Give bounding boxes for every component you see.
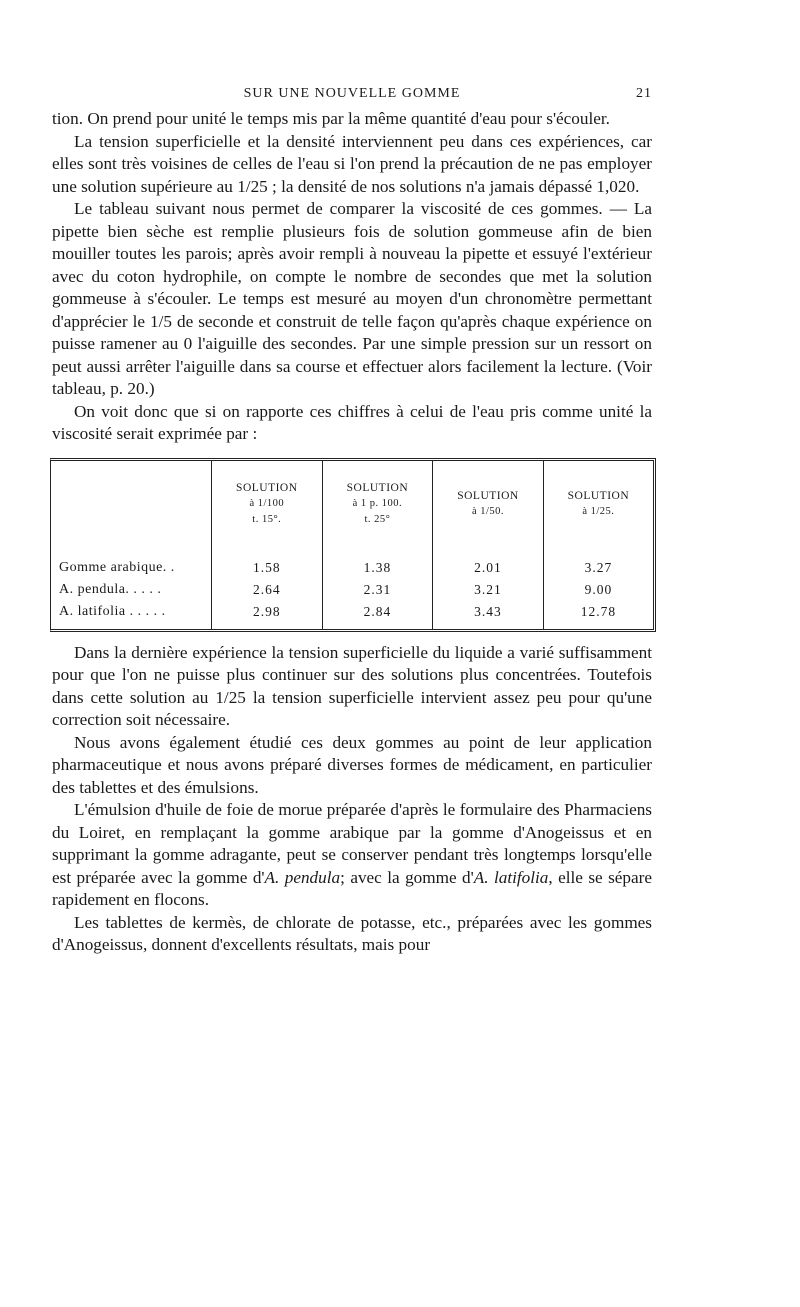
paragraph: Nous avons également étudié ces deux gommes au point de leur application pharmaceutique et nous avons préparé diverses formes de médicament, en particulier des tablettes et des émulsions. bbox=[52, 732, 652, 797]
table-cell: 3.27 bbox=[543, 547, 653, 579]
page bbox=[52, 82, 652, 957]
table-corner-cell bbox=[51, 461, 212, 547]
table-cell: 2.31 bbox=[322, 579, 433, 601]
paragraph: On voit donc que si on rapporte ces chiffres à celui de l'eau pris comme unité la viscosité serait exprimée par : bbox=[52, 401, 652, 443]
paragraph: Dans la dernière expérience la tension superficielle du liquide a varié suffisamment pour que l'on ne puisse plus continuer sur des solutions plus concentrées. Toutefois dans cette solution au 1/25 la tension superficielle intervient assez peu pour qu'une correction soit nécessaire. bbox=[52, 642, 652, 729]
page-number: 21 bbox=[636, 86, 652, 101]
table-cell: 3.21 bbox=[433, 579, 544, 601]
running-header bbox=[52, 82, 652, 108]
paragraph: Les tablettes de kermès, de chlorate de potasse, etc., préparées avec les gommes d'Anogeissus, donnent d'excellents résultats, mais pour bbox=[52, 912, 652, 954]
row-label: Gomme arabique. . bbox=[59, 559, 175, 575]
column-header: SOLUTION à 1/25. bbox=[543, 461, 653, 547]
running-title: SUR UNE NOUVELLE GOMME bbox=[243, 86, 461, 101]
table-row bbox=[51, 579, 653, 601]
table-cell: 2.01 bbox=[433, 547, 544, 579]
row-label: A. pendula. . . . . bbox=[59, 581, 162, 597]
paragraph: L'émulsion d'huile de foie de morue préparée d'après le formulaire des Pharmaciens du Loiret, en remplaçant la gomme arabique par la gomme d'Anogeissus et en supprimant la gomme adragante, peut se conserver pendant très longtemps lorsqu'elle est préparée avec la gomme d'A. pendula; avec la gomme d'A. latifolia, elle se sépare rapidement en flocons. bbox=[52, 800, 653, 909]
species-name: A. pendula bbox=[264, 867, 341, 887]
table-cell: 1.38 bbox=[322, 547, 433, 579]
paragraph: Le tableau suivant nous permet de comparer la viscosité de ces gommes. — La pipette bien sèche est remplie plusieurs fois de solution gommeuse afin de bien mouiller toutes les parois; après avoir rempli à nouveau la pipette et essuyé l'extérieur avec du coton hydrophile, on compte le nombre de secondes que met la solution gommeuse à s'écouler. Le temps est mesuré au moyen d'un chronomètre permettant d'apprécier le 1/5 de seconde et construit de telle façon qu'après chaque expérience on puisse ramener au 0 l'aiguille des secondes. Par une simple pression sur un ressort on peut aussi arrêter l'aiguille dans sa course et effectuer alors facilement la lecture. (Voir tableau, p. 20.) bbox=[52, 199, 652, 398]
column-header: SOLUTION à 1/100 t. 15°. bbox=[212, 461, 323, 547]
table-cell: 2.84 bbox=[322, 601, 433, 629]
table-row bbox=[51, 601, 653, 629]
column-header: SOLUTION à 1/50. bbox=[433, 461, 544, 547]
paragraph: La tension superficielle et la densité interviennent peu dans ces expériences, car elles sont très voisines de celles de l'eau si l'on prend la précaution de ne pas employer une solution supérieure au 1/25 ; la densité de nos solutions n'a jamais dépassé 1,020. bbox=[52, 131, 652, 196]
row-label: A. latifolia . . . . . bbox=[59, 603, 166, 619]
table-cell: 12.78 bbox=[543, 601, 653, 629]
table-cell: 9.00 bbox=[543, 579, 653, 601]
viscosity-table bbox=[50, 458, 656, 632]
table-cell: 3.43 bbox=[433, 601, 544, 629]
table-cell: 2.98 bbox=[212, 601, 323, 629]
table-cell: 1.58 bbox=[212, 547, 323, 579]
column-header: SOLUTION à 1 p. 100. t. 25° bbox=[322, 461, 433, 547]
table-cell: 2.64 bbox=[212, 579, 323, 601]
species-name: A. latifolia bbox=[473, 867, 549, 887]
table-row bbox=[51, 547, 653, 579]
paragraph: tion. On prend pour unité le temps mis par la même quantité d'eau pour s'écouler. bbox=[52, 109, 610, 128]
